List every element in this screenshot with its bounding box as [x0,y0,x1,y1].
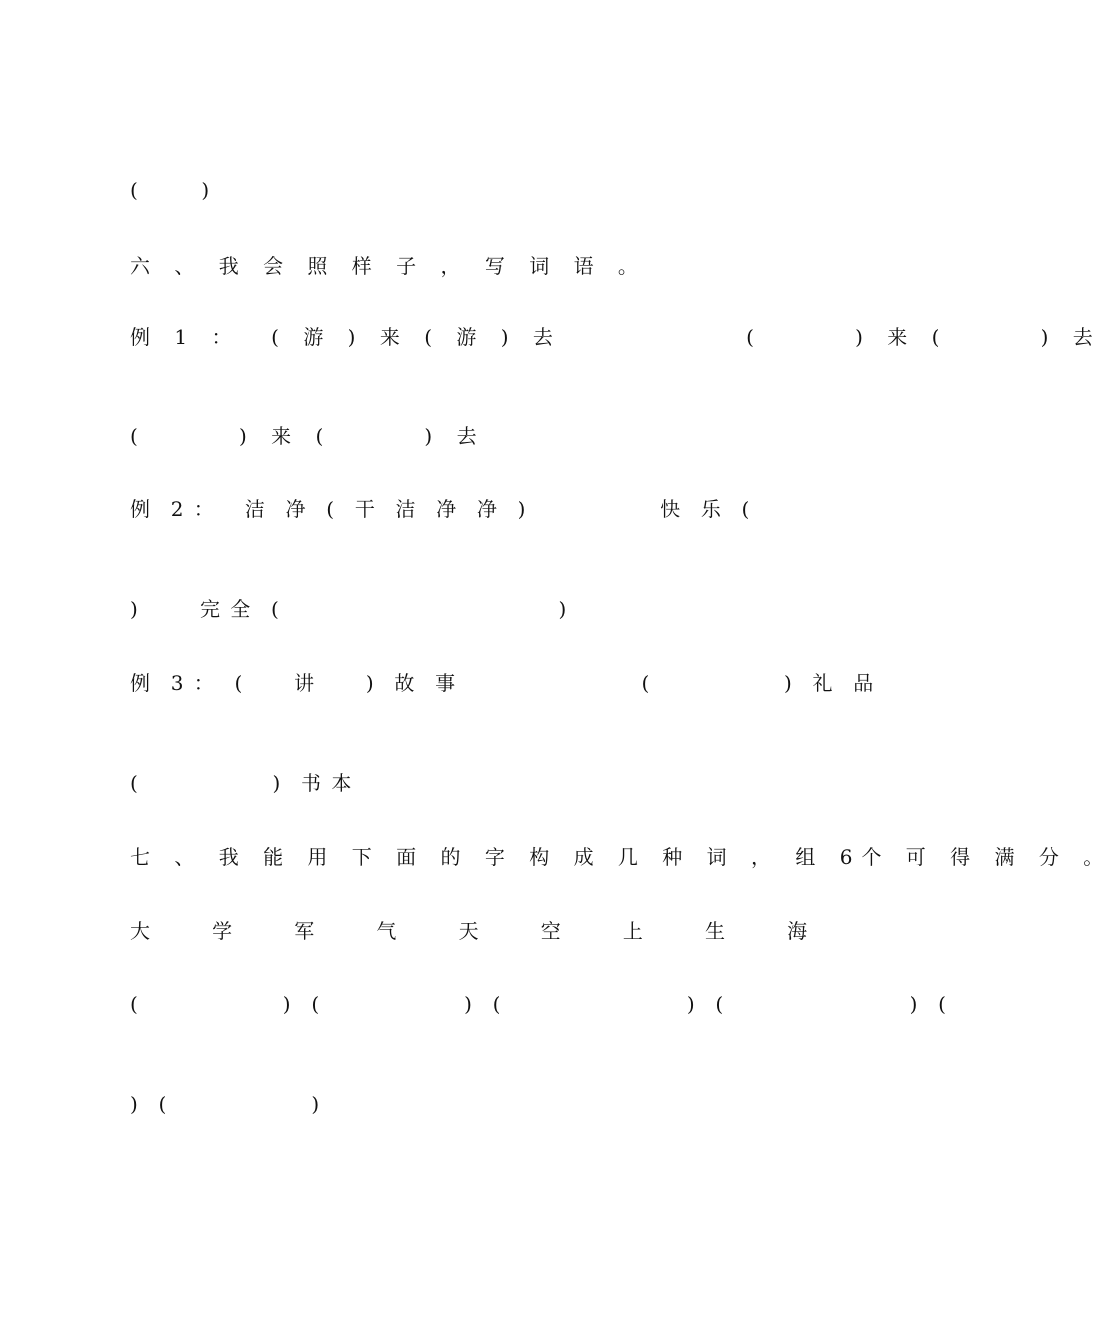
text-line: 例 3 ： ( 讲 ) 故 事 ( ) 礼 品 [130,671,874,695]
text-line: ( ) 书 本 [130,771,352,795]
section-heading: 七 、 我 能 用 下 面 的 字 构 成 几 种 词 ， 组 6个 可 得 满 分 。 [130,845,1112,869]
text-line: ( ) [130,178,210,202]
text-line: ( ) ( ) ( ) ( ) ( [130,992,946,1016]
text-line: ) ( ) [130,1092,320,1116]
text-line: ) 完 全 ( ) [130,597,567,621]
text-line: ( ) 来 ( ) 去 [130,424,486,448]
text-line: 例 1 ： ( 游 ) 来 ( 游 ) 去 ( ) 来 ( ) 去 [130,325,1102,349]
text-line: 例 2 ： 洁 净 ( 干 洁 净 净 ) 快 乐 ( [130,497,750,521]
section-heading: 六 、 我 会 照 样 子 ， 写 词 语 。 [130,254,647,278]
character-list: 大 学 军 气 天 空 上 生 海 [130,919,808,943]
